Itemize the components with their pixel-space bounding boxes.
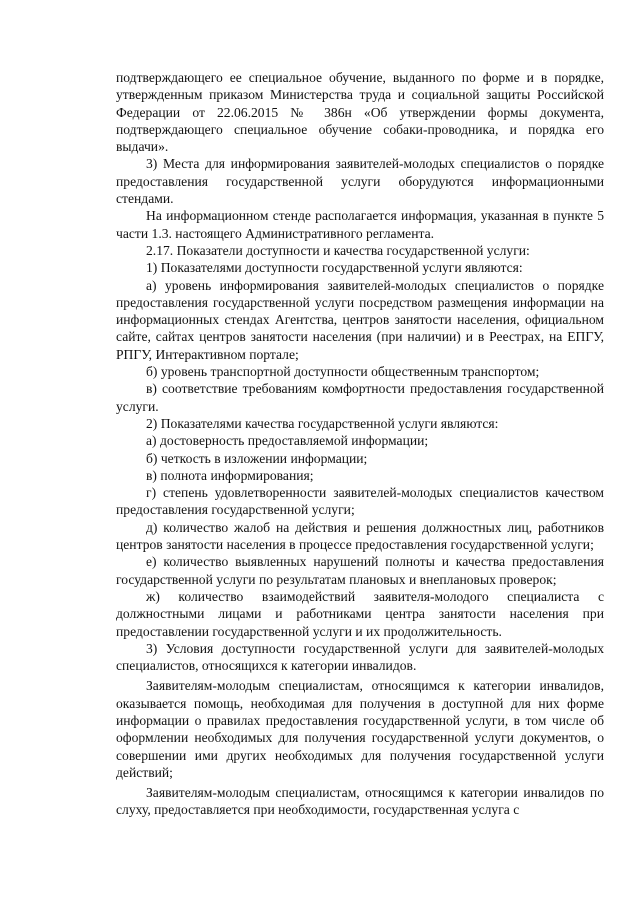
paragraph-info-stand: На информационном стенде располагается информация, указанная в пункте 5 части 1.3. настоящего Административного регламента. xyxy=(116,208,604,241)
paragraph-disability-conditions: 3) Условия доступности государственной услуги для заявителей-молодых специалистов, относящихся к категории инвалидов. xyxy=(116,640,604,674)
paragraph-quality-indicators: 2) Показателями качества государственной услуги являются: xyxy=(146,415,499,431)
list-item-a-informing: а) уровень информирования заявителей-молодых специалистов о порядке предоставления государственной услуги посредством размещения информации на информационных стендах Агентства, центров занятости населения, официальном сайте, сайтах центров занятости населения (при наличии) и в Реестрах, на ЕПГУ, РПГУ, Интерактивном портале; xyxy=(116,277,604,362)
paragraph-disability-assistance: Заявителям-молодым специалистам, относящимся к категории инвалидов, оказывается помощь, необходимая для получения в доступной для них форме информации о правилах предоставления государственной услуги, в том числе об оформлении необходимых для получения государственной услуги документов, о совершении ими других необходимых для получения государственной услуги действий; xyxy=(116,678,604,780)
paragraph-continuation: подтверждающего ее специальное обучение, выданного по форме и в порядке, утвержденным приказом Министерства труда и социальной защиты Российской Федерации от 22.06.2015 № 386н «Об утверждении формы документа, подтверждающего специальное обучение собаки-проводника, и порядка его выдачи». xyxy=(116,70,604,155)
list-item-v-comfort: в) соответствие требованиям комфортности предоставления государственной услуги. xyxy=(116,381,604,414)
paragraph-info-places: 3) Места для информирования заявителей-молодых специалистов о порядке предоставления государственной услуги оборудуются информационными стендами. xyxy=(116,156,604,207)
list-item-a-reliability: а) достоверность предоставляемой информации; xyxy=(146,433,429,449)
list-item-b-transport: б) уровень транспортной доступности общественным транспортом; xyxy=(146,364,540,380)
list-item-v-completeness: в) полнота информирования; xyxy=(146,467,314,483)
section-heading-2-17: 2.17. Показатели доступности и качества государственной услуги: xyxy=(146,242,530,258)
list-item-e-violations: е) количество выявленных нарушений полноты и качества предоставления государственной услуги по результатам плановых и внеплановых проверок; xyxy=(116,554,604,587)
paragraph-hearing-disability: Заявителям-молодым специалистам, относящимся к категории инвалидов по слуху, предоставляется при необходимости, государственная услуга с xyxy=(116,785,604,818)
list-item-b-clarity: б) четкость в изложении информации; xyxy=(146,450,368,466)
list-item-g-satisfaction: г) степень удовлетворенности заявителей-молодых специалистов качеством предоставления государственной услуги; xyxy=(116,485,604,518)
paragraph-accessibility-indicators: 1) Показателями доступности государственной услуги являются: xyxy=(146,260,523,276)
list-item-zh-interactions: ж) количество взаимодействий заявителя-молодого специалиста с должностными лицами и работниками центра занятости населения при предоставлении государственной услуги и их продолжительность. xyxy=(116,588,604,639)
document-body xyxy=(116,69,604,819)
list-item-d-complaints: д) количество жалоб на действия и решения должностных лиц, работников центров занятости населения в процессе предоставления государственной услуги; xyxy=(116,519,604,553)
